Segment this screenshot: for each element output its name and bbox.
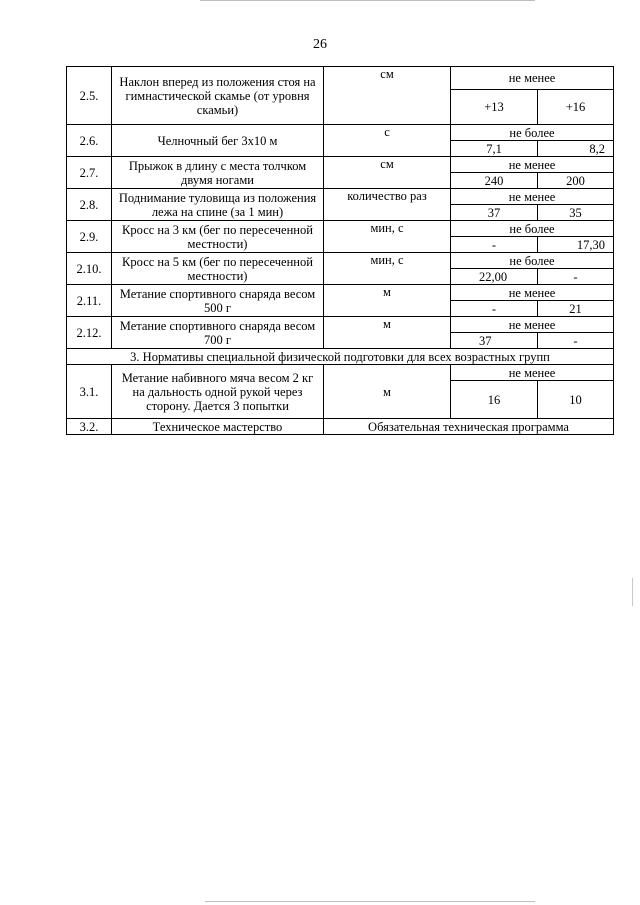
unit-cell: мин, с <box>324 253 451 285</box>
condition-cell: не менее <box>451 317 614 333</box>
value-cell: +13 <box>451 90 538 125</box>
row-number: 2.5. <box>67 67 112 125</box>
condition-cell: не менее <box>451 285 614 301</box>
value-cell: 240 <box>451 173 538 189</box>
row-number: 2.10. <box>67 253 112 285</box>
value-cell: 37 <box>451 333 538 349</box>
condition-cell: не менее <box>451 189 614 205</box>
value-cell: - <box>451 301 538 317</box>
table-row <box>67 157 614 173</box>
row-number: 2.7. <box>67 157 112 189</box>
table-row <box>67 317 614 333</box>
condition-cell: не более <box>451 221 614 237</box>
table-row <box>67 285 614 301</box>
exercise-name: Кросс на 3 км (бег по пересеченной местности) <box>112 221 324 253</box>
table-row <box>67 419 614 435</box>
unit-cell: с <box>324 125 451 157</box>
row-number: 2.8. <box>67 189 112 221</box>
value-cell: 8,2 <box>538 141 614 157</box>
exercise-name: Прыжок в длину с места толчком двумя ногами <box>112 157 324 189</box>
table-row <box>67 125 614 141</box>
value-cell: 17,30 <box>538 237 614 253</box>
page-number: 26 <box>313 37 327 52</box>
value-cell: 10 <box>538 381 614 419</box>
exercise-name: Кросс на 5 км (бег по пересеченной местности) <box>112 253 324 285</box>
exercise-name: Техническое мастерство <box>112 419 324 435</box>
value-cell: - <box>538 269 614 285</box>
scan-edge-top <box>200 0 535 1</box>
condition-cell: не менее <box>451 365 614 381</box>
scan-edge-bottom <box>205 901 535 902</box>
value-cell: 16 <box>451 381 538 419</box>
condition-cell: не менее <box>451 157 614 173</box>
table-row <box>67 189 614 205</box>
table-row <box>67 67 614 90</box>
value-cell: - <box>538 333 614 349</box>
unit-cell: см <box>324 157 451 189</box>
exercise-name: Поднимание туловища из положения лежа на спине (за 1 мин) <box>112 189 324 221</box>
exercise-name: Метание набивного мяча весом 2 кг на дальность одной рукой через сторону. Дается 3 попытки <box>112 365 324 419</box>
value-cell: 37 <box>451 205 538 221</box>
value-cell: 21 <box>538 301 614 317</box>
exercise-name: Челночный бег 3х10 м <box>112 125 324 157</box>
value-cell: 35 <box>538 205 614 221</box>
program-cell: Обязательная техническая программа <box>324 419 614 435</box>
table-row <box>67 221 614 237</box>
value-cell: 200 <box>538 173 614 189</box>
norms-table <box>66 66 614 435</box>
value-cell: 7,1 <box>451 141 538 157</box>
value-cell: - <box>451 237 538 253</box>
table-row <box>67 253 614 269</box>
row-number: 2.9. <box>67 221 112 253</box>
row-number: 3.1. <box>67 365 112 419</box>
condition-cell: не более <box>451 125 614 141</box>
row-number: 2.11. <box>67 285 112 317</box>
unit-cell: см <box>324 67 451 125</box>
unit-cell: м <box>324 317 451 349</box>
exercise-name: Метание спортивного снаряда весом 500 г <box>112 285 324 317</box>
exercise-name: Наклон вперед из положения стоя на гимнастической скамье (от уровня скамьи) <box>112 67 324 125</box>
scan-edge-right <box>632 578 633 606</box>
exercise-name: Метание спортивного снаряда весом 700 г <box>112 317 324 349</box>
unit-cell: м <box>324 285 451 317</box>
section-title: 3. Нормативы специальной физической подготовки для всех возрастных групп <box>67 349 614 365</box>
row-number: 2.12. <box>67 317 112 349</box>
table-row <box>67 365 614 381</box>
unit-cell: мин, с <box>324 221 451 253</box>
unit-cell: м <box>324 365 451 419</box>
condition-cell: не менее <box>451 67 614 90</box>
condition-cell: не более <box>451 253 614 269</box>
row-number: 3.2. <box>67 419 112 435</box>
value-cell: +16 <box>538 90 614 125</box>
row-number: 2.6. <box>67 125 112 157</box>
value-cell: 22,00 <box>451 269 538 285</box>
unit-cell: количество раз <box>324 189 451 221</box>
section-heading-row <box>67 349 614 365</box>
